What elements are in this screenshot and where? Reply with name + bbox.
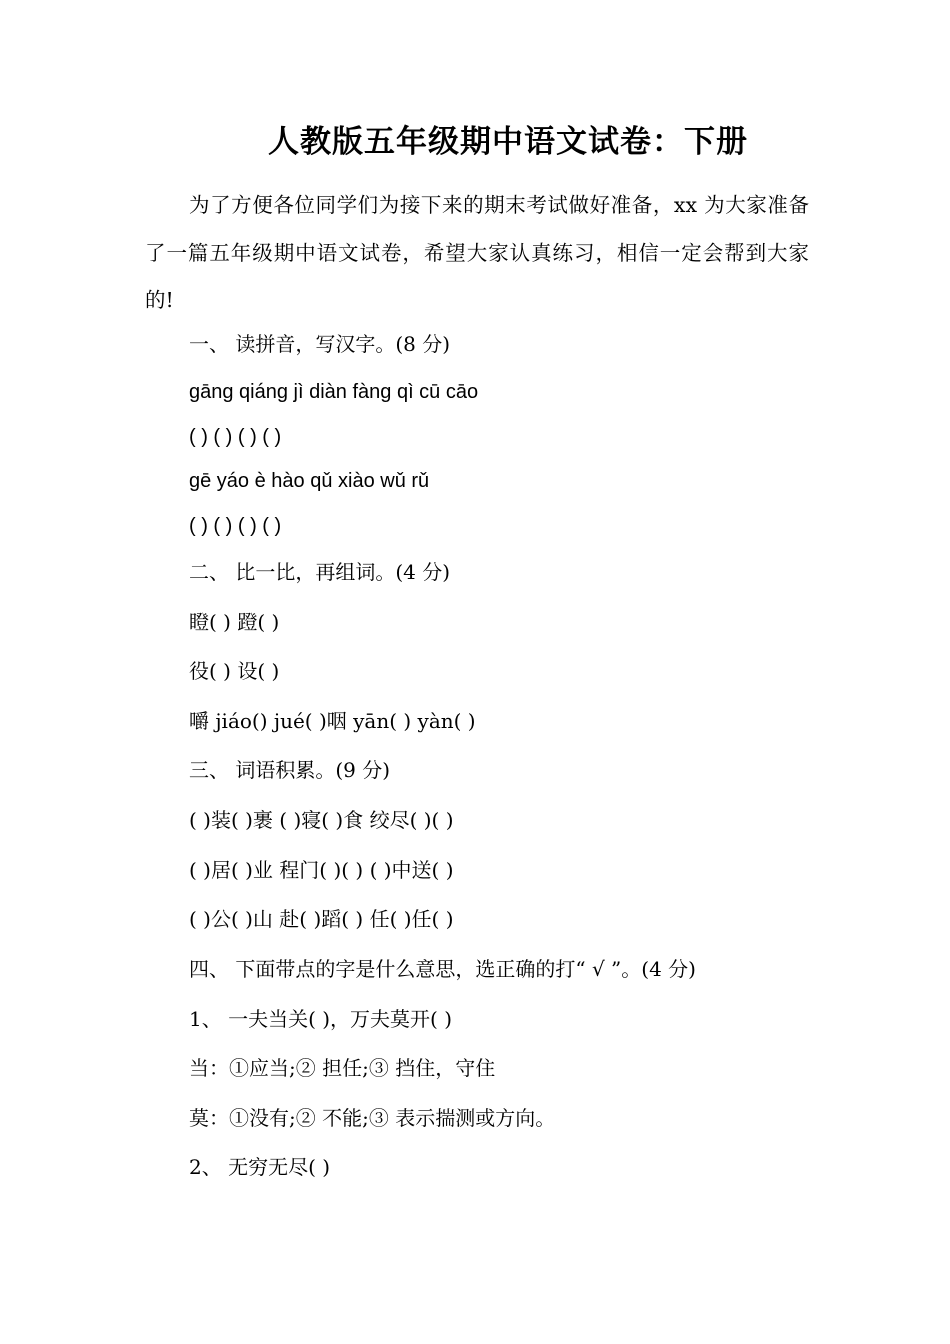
- idiom-line-2: ( )居( )业 程门( )( ) ( )中送( ): [189, 858, 454, 882]
- compare-line-1: 瞪( ) 蹬( ): [189, 610, 280, 634]
- question-4-1: 1、 一夫当关( )，万夫莫开( ): [189, 1007, 453, 1031]
- intro-paragraph: 为了方便各位同学们为接下来的期末考试做好准备，xx 为大家准备了一篇五年级期中语文试卷，希望大家认真练习，相信一定会帮到大家的!: [145, 193, 809, 312]
- idiom-line-1: ( )装( )裹 ( )寝( )食 绞尽( )( ): [189, 808, 454, 832]
- blank-line-1: ( ) ( ) ( ) ( ): [189, 426, 282, 448]
- definition-mo: 莫：①没有;② 不能;③ 表示揣测或方向。: [189, 1106, 556, 1130]
- compare-line-2: 役( ) 设( ): [189, 659, 280, 683]
- definition-dang: 当：①应当;② 担任;③ 挡住，守住: [189, 1056, 496, 1080]
- blank-line-2: ( ) ( ) ( ) ( ): [189, 515, 282, 537]
- pinyin-line-2: gē yáo è hào qǔ xiào wǔ rǔ: [189, 470, 430, 492]
- section-1-heading: 一、 读拼音，写汉字。(8 分): [189, 332, 451, 356]
- document-title: 人教版五年级期中语文试卷：下册: [268, 124, 748, 160]
- pinyin-line-1: gāng qiáng jì diàn fàng qì cū cāo: [189, 381, 479, 403]
- idiom-line-3: ( )公( )山 赴( )蹈( ) 任( )任( ): [189, 907, 454, 931]
- section-4-heading: 四、 下面带点的字是什么意思，选正确的打“ √ ”。(4 分): [189, 957, 696, 981]
- question-4-2: 2、 无穷无尽( ): [189, 1155, 331, 1179]
- section-3-heading: 三、 词语积累。(9 分): [189, 758, 391, 782]
- compare-line-3: 嚼 jiáo() jué( )咽 yān( ) yàn( ): [189, 709, 476, 733]
- section-2-heading: 二、 比一比，再组词。(4 分): [189, 560, 451, 584]
